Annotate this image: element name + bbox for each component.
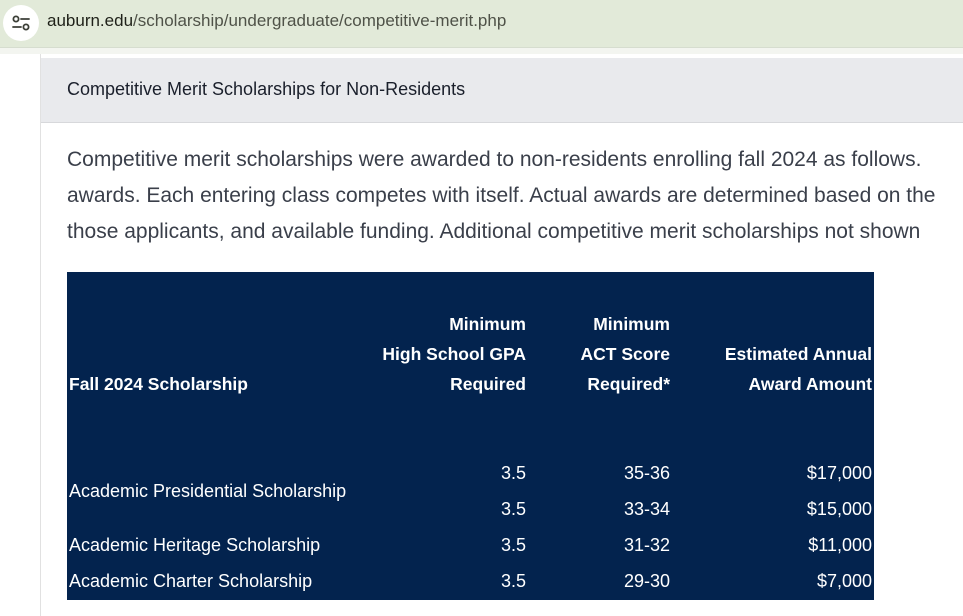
award-cell: $15,000 [806,499,872,519]
scholarship-table [67,272,874,600]
header-act-line-1: Minimum [593,314,670,334]
award-cell: $11,000 [808,535,872,555]
award-cell: $17,000 [806,463,872,483]
intro-line-2: awards. Each entering class competes with itself. Actual awards are determined based on the [67,184,936,207]
intro-line-3: those applicants, and available funding. Additional competitive merit scholarships not shown [67,220,921,243]
url-path: /scholarship/undergraduate/competitive-merit.php [133,11,507,30]
scholarship-name: Academic Charter Scholarship [69,571,313,591]
award-cell: $7,000 [816,571,872,591]
gpa-cell: 3.5 [500,571,526,591]
header-gpa-line-1: Minimum [449,314,526,334]
gpa-cell: 3.5 [500,535,526,555]
content-left-border [40,54,41,616]
header-gpa-line-3: Required [450,374,526,394]
act-cell: 35-36 [623,463,670,483]
header-award-line-1: Estimated Annual [724,344,872,364]
url-text[interactable] [47,11,506,31]
scholarship-name: Academic Presidential Scholarship [69,481,347,501]
intro-line-1: Competitive merit scholarships were awarded to non-residents enrolling fall 2024 as follows. [67,148,922,171]
scholarship-name: Academic Heritage Scholarship [69,535,321,555]
section-title: Competitive Merit Scholarships for Non-Residents [67,79,466,99]
address-bar[interactable] [0,0,963,48]
act-cell: 29-30 [623,571,670,591]
header-act-line-2: ACT Score [580,344,670,364]
site-info-button[interactable] [3,5,39,41]
act-cell: 31-32 [623,535,670,555]
act-cell: 33-34 [623,499,670,519]
header-scholarship: Fall 2024 Scholarship [69,374,248,394]
header-gpa-line-2: High School GPA [382,344,526,364]
header-act-line-3: Required* [587,374,670,394]
toolbar-divider [0,48,963,54]
section-header[interactable] [41,58,963,123]
tune-icon [11,15,31,31]
url-domain: auburn.edu [47,11,134,30]
header-award-line-2: Award Amount [748,374,872,394]
gpa-cell: 3.5 [500,499,526,519]
gpa-cell: 3.5 [500,463,526,483]
